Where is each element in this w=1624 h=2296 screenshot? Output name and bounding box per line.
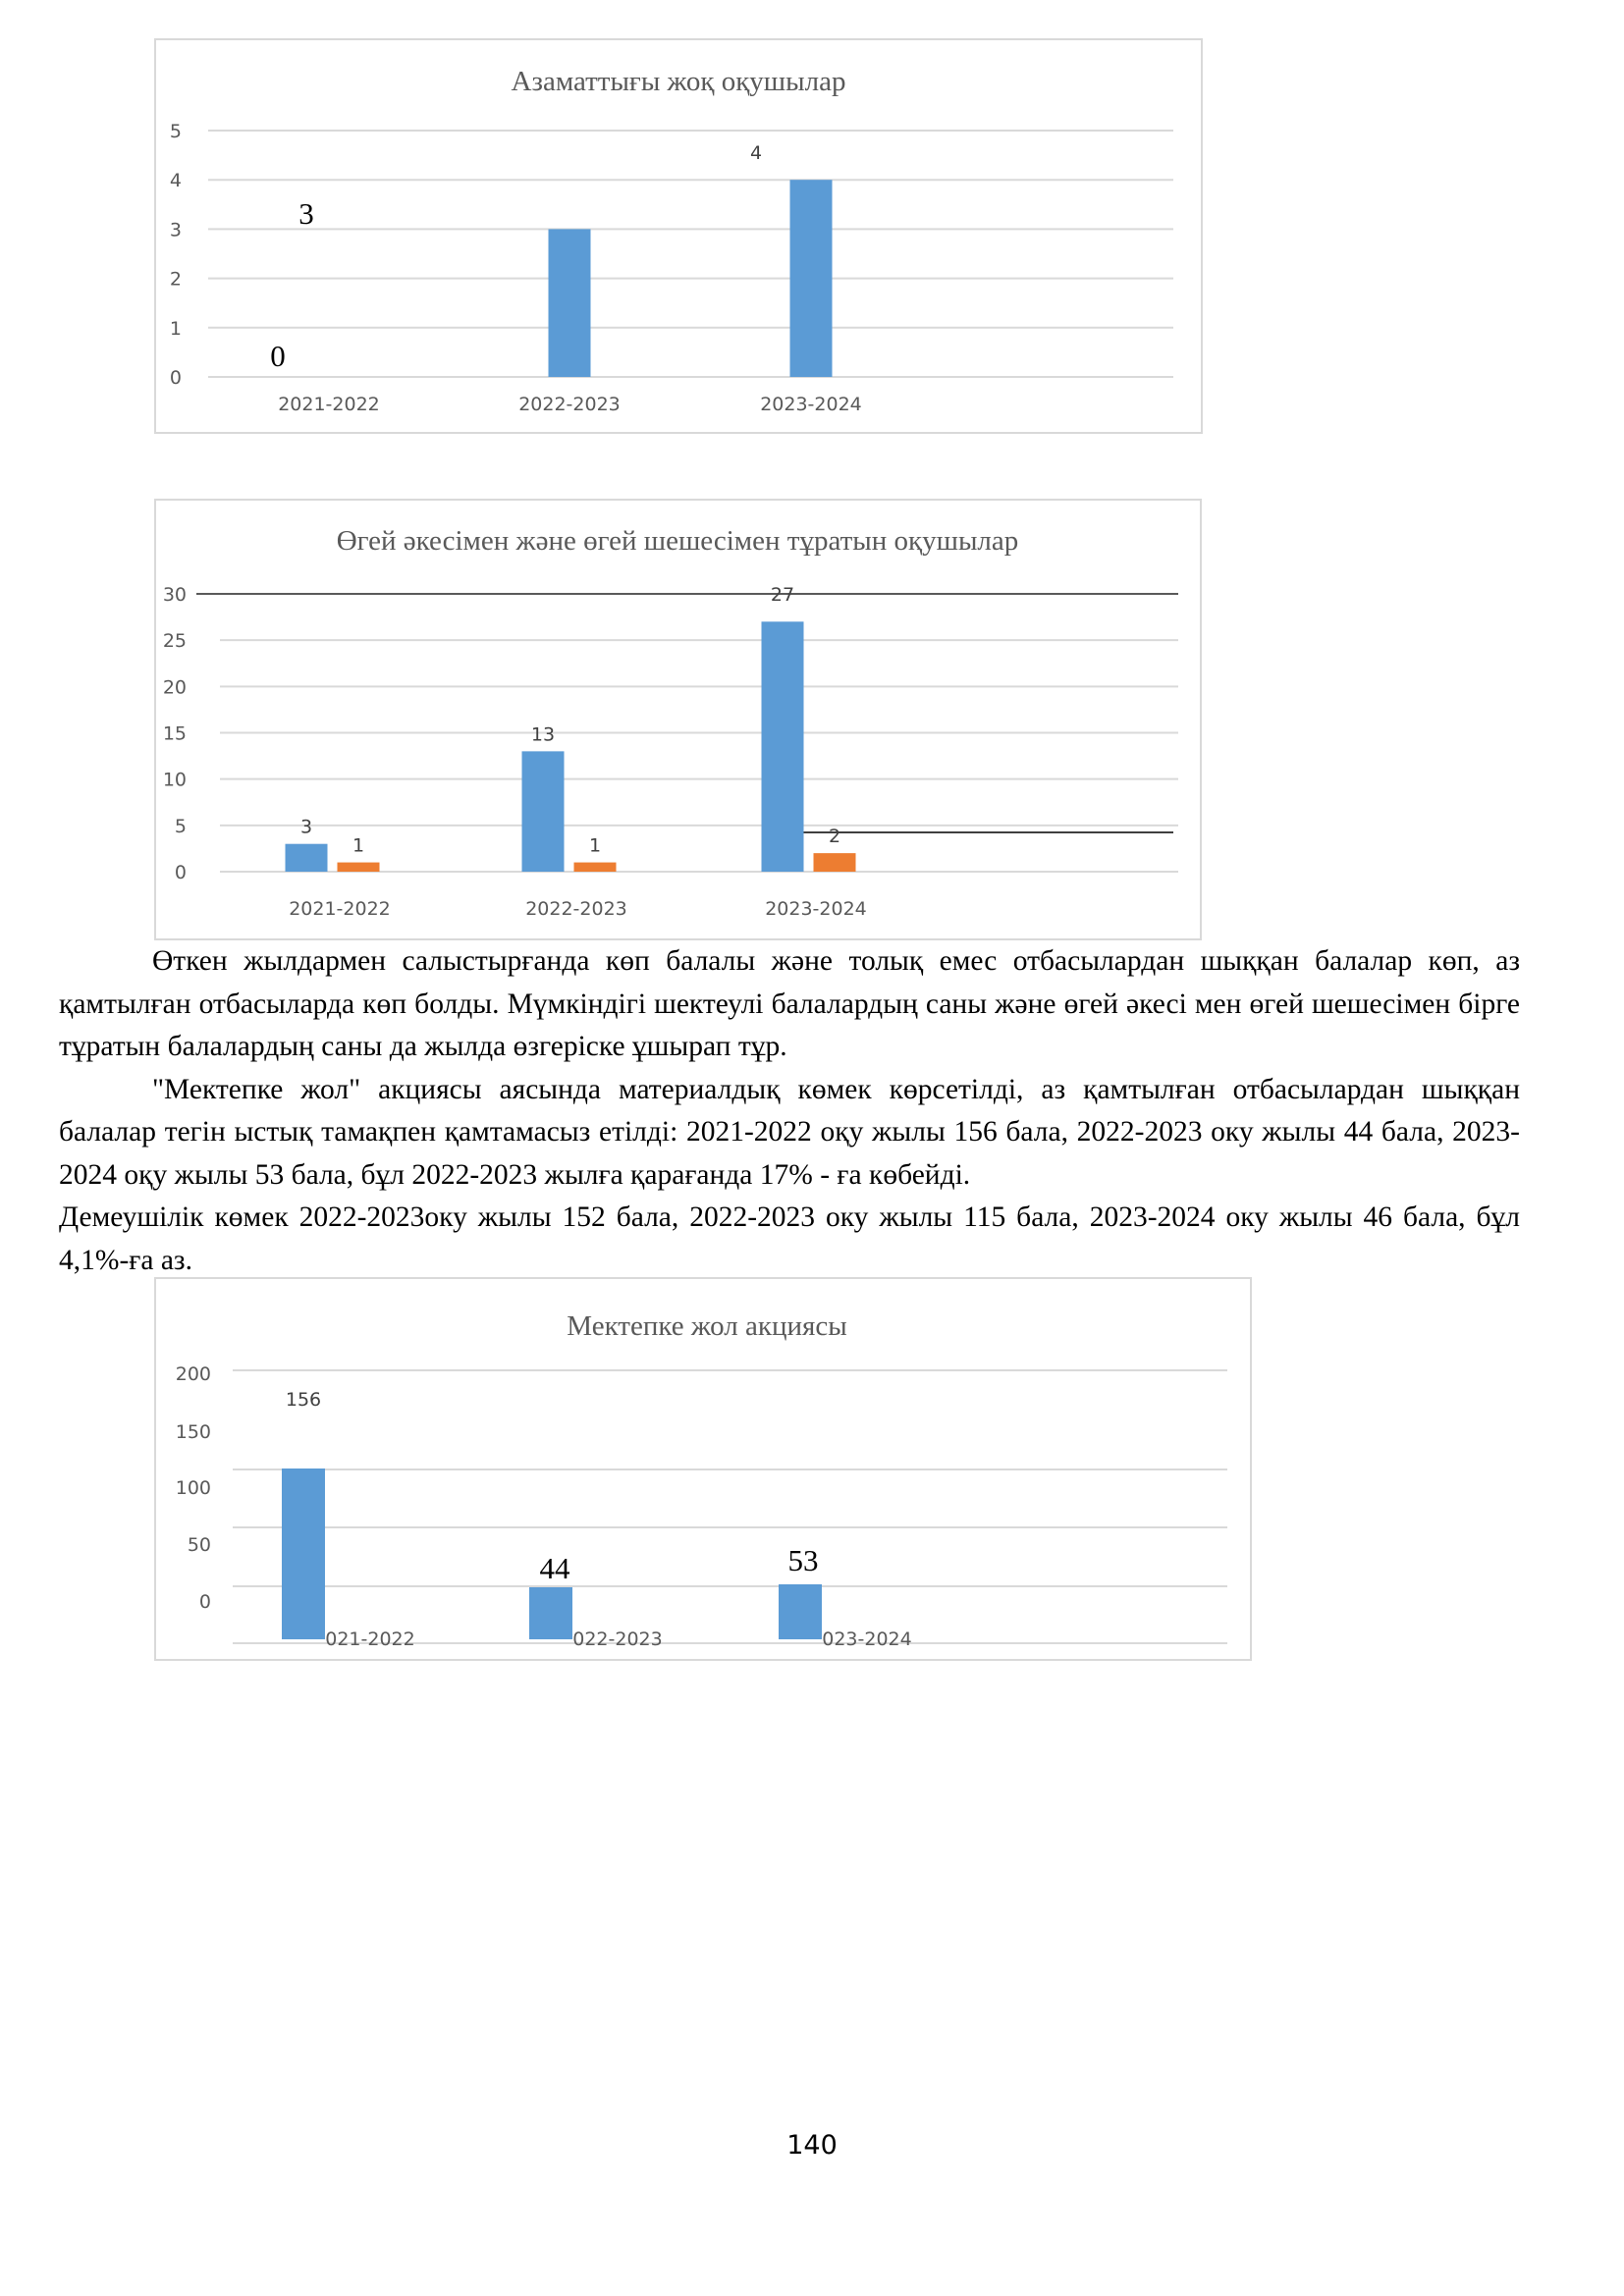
chart-road-to-school <box>154 1277 1252 1661</box>
chart-title: Өгей әкесімен және өгей шешесімен тұратын оқушылар <box>336 525 1019 557</box>
x-tick-label: 2021-2022 <box>278 394 380 415</box>
x-tick-label: 2022-2023 <box>525 898 627 920</box>
y-tick-label: 3 <box>169 219 182 241</box>
y-tick-label: 10 <box>162 769 187 791</box>
y-tick-label: 200 <box>175 1363 211 1385</box>
y-tick-label: 20 <box>162 676 187 699</box>
page-number: 140 <box>786 2130 838 2161</box>
data-label: 1 <box>352 834 365 857</box>
chart-stepparent-students <box>154 499 1202 940</box>
x-tick-label: 022-2023 <box>572 1629 663 1650</box>
x-tick-label: 2023-2024 <box>765 898 867 920</box>
x-tick-label: 2022-2023 <box>518 394 621 415</box>
y-tick-label: 5 <box>169 121 182 142</box>
x-tick-label: 023-2024 <box>822 1629 912 1650</box>
data-label: 44 <box>539 1551 570 1585</box>
overlay-label: 3 <box>298 196 314 231</box>
data-label: 27 <box>770 584 795 606</box>
data-label: 53 <box>787 1543 819 1577</box>
x-tick-label: 2021-2022 <box>289 898 391 920</box>
paragraph-sponsorship: Демеушілік көмек 2022-2023оку жылы 152 бала, 2022-2023 оку жылы 115 бала, 2023-2024 оку жылы 46 бала, бұл 4,1%-ға аз. <box>59 1201 1520 1276</box>
x-tick-label: 021-2022 <box>325 1629 415 1650</box>
y-tick-label: 1 <box>169 317 182 340</box>
y-tick-label: 2 <box>169 268 182 291</box>
data-label: 2 <box>828 826 841 848</box>
data-label: 1 <box>588 834 602 857</box>
x-tick-label: 2023-2024 <box>760 394 862 415</box>
y-tick-label: 0 <box>174 862 187 883</box>
y-tick-label: 150 <box>175 1421 211 1443</box>
y-tick-label: 15 <box>162 722 187 745</box>
data-label: 13 <box>530 723 556 746</box>
y-tick-label: 100 <box>175 1477 211 1499</box>
chart-title: Азаматтығы жоқ оқушылар <box>511 66 846 97</box>
y-tick-label: 0 <box>198 1591 211 1613</box>
y-tick-label: 50 <box>187 1534 211 1556</box>
body-text-block-1 <box>59 940 1520 1282</box>
data-label: 4 <box>749 142 763 164</box>
chart-title: Мектепке жол акциясы <box>567 1310 847 1342</box>
data-label: 156 <box>285 1389 322 1411</box>
paragraph-road-to-school: "Мектепке жол" акциясы аясында материалдық көмек көрсетілді, аз қамтылған отбасылардан шыққан балалар тегін ыстық тамақпен қамтамасыз етілді: 2021-2022 оқу жылы 156 бала, 2022-2023 оку жылы 44 бала, 2023-2024 оқу жылы 53 бала, бұл 2022-2023 жылға қарағанда 17% - ға көбейді. <box>59 1073 1520 1191</box>
overlay-label: 0 <box>270 339 286 373</box>
chart-stateless-students <box>154 38 1203 434</box>
y-tick-label: 4 <box>169 170 182 192</box>
y-tick-label: 0 <box>169 367 182 389</box>
y-tick-label: 25 <box>162 630 187 653</box>
paragraph-comparison: Өткен жылдармен салыстырғанда көп балалы және толық емес отбасылардан шыққан балалар көп, аз қамтылған отбасыларда көп болды. Мүмкіндігі шектеулі балалардың саны және өгей әкесі мен өгей шешесімен бірге тұратын балалардың саны да жылда өзгеріске ұшырап тұр. <box>59 945 1520 1062</box>
data-label: 3 <box>299 816 313 838</box>
y-tick-label: 5 <box>174 815 187 837</box>
y-tick-label: 30 <box>162 584 187 606</box>
